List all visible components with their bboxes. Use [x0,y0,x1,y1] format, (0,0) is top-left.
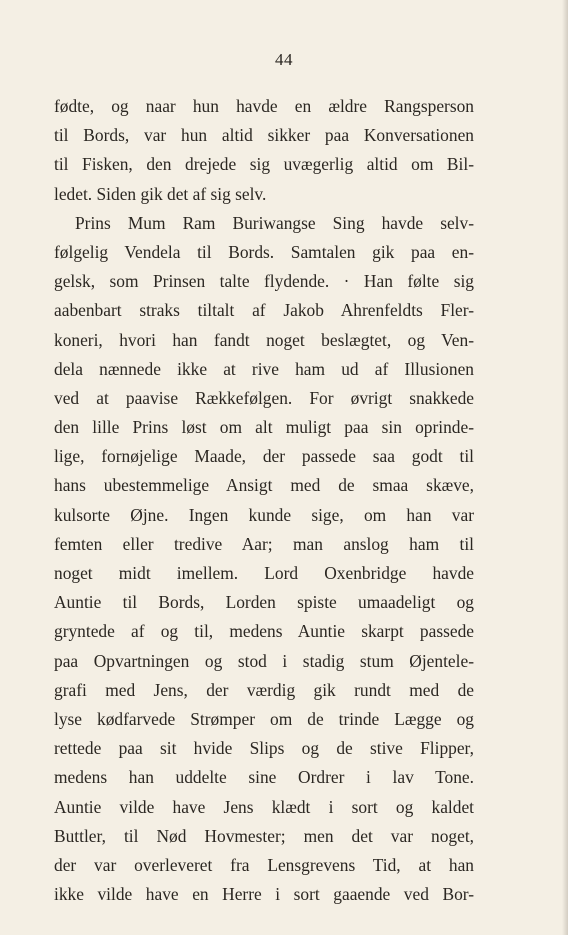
page-number: 44 [275,50,293,69]
text-line: hans ubestemmelige Ansigt med de smaa skæve, [54,475,474,496]
text-line: aabenbart straks tiltalt af Jakob Ahrenfeldts Fler- [54,300,474,321]
text-line: Auntie vilde have Jens klædt i sort og kaldet [54,796,474,817]
text-line: ledet. Siden gik det af sig selv. [54,183,267,204]
text-line: Auntie til Bords, Lorden spiste umaadeligt og [54,592,474,613]
text-line: Prins Mum Ram Buriwangse Sing havde selv- [75,212,474,233]
text-line: medens han uddelte sine Ordrer i lav Tone. [54,767,474,788]
text-line: ved at paavise Rækkefølgen. For øvrigt snakkede [54,387,474,408]
text-line: grafi med Jens, der værdig gik rundt med de [54,679,474,700]
text-line: fødte, og naar hun havde en ældre Rangsperson [54,96,474,116]
text-line: ikke vilde have en Herre i sort gaaende ved Bor- [54,884,474,905]
text-line: den lille Prins løst om alt muligt paa sin oprinde- [54,417,474,438]
text-line: Buttler, til Nød Hovmester; men det var noget, [54,825,474,846]
text-line: der var overleveret fra Lensgrevens Tid, at han [54,854,474,875]
text-line: paa Opvartningen og stod i stadig stum Øjentele- [54,650,474,671]
body-text [54,92,474,909]
text-line: til Fisken, den drejede sig uvægerlig altid om Bil- [54,154,474,175]
text-line: noget midt imellem. Lord Oxenbridge havde [54,563,474,583]
page-edge [562,0,568,935]
text-line: gelsk, som Prinsen talte flydende. · Han følte sig [54,271,474,292]
text-line: til Bords, var hun altid sikker paa Konversationen [54,125,474,146]
text-line: følgelig Vendela til Bords. Samtalen gik paa en- [54,241,474,262]
text-line: lyse kødfarvede Strømper om de trinde Lægge og [54,708,474,729]
text-line: kulsorte Øjne. Ingen kunde sige, om han var [54,504,474,525]
text-line: gryntede af og til, medens Auntie skarpt passede [54,621,474,642]
text-line: femten eller tredive Aar; man anslog ham til [54,533,474,554]
text-line: lige, fornøjelige Maade, der passede saa godt til [54,446,474,467]
text-line: koneri, hvori han fandt noget beslægtet, og Ven- [54,329,474,350]
text-line: dela nænnede ikke at rive ham ud af Illusionen [54,358,474,379]
text-line: rettede paa sit hvide Slips og de stive Flipper, [54,738,474,759]
